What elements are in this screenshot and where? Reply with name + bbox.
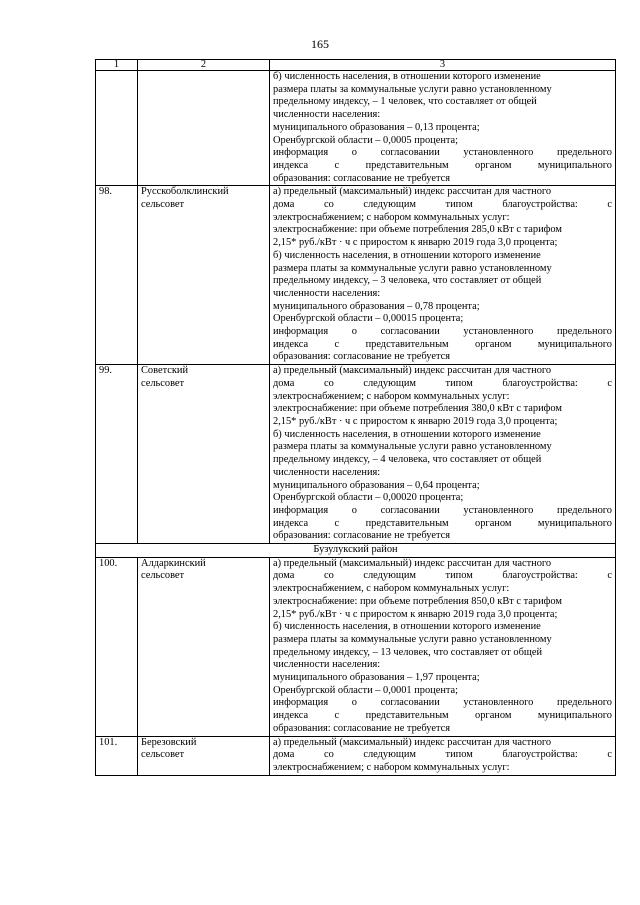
text-line: Оренбургской области – 0,00020 процента; xyxy=(273,492,464,504)
text-line: муниципального образования – 1,97 процента; xyxy=(273,672,480,684)
index-description-cell xyxy=(270,736,616,775)
text-line: размера платы за коммунальные услуги равно установленному xyxy=(273,633,552,645)
text-line: а) предельный (максимальный) индекс рассчитан для частного xyxy=(273,736,552,748)
text-line: информация о согласовании установленного предельного xyxy=(273,326,612,338)
text-line: численности населения: xyxy=(273,287,381,299)
section-row xyxy=(96,544,616,558)
text-line: размера платы за коммунальные услуги равно установленному xyxy=(273,262,552,274)
index-description-cell xyxy=(270,71,616,186)
text-line: электроснабжение: при объеме потребления 285,0 кВт с тарифом xyxy=(273,224,562,236)
municipality-name-cell xyxy=(138,71,270,186)
text-line: образования: согласование не требуется xyxy=(273,530,451,542)
index-description-cell xyxy=(270,186,616,365)
text-line: Оренбургской области – 0,00015 процента; xyxy=(273,313,464,325)
text-line: индекса с представительным органом муниципального xyxy=(273,159,612,171)
table-row xyxy=(96,186,616,365)
text-line: электроснабжением; с набором коммунальных услуг: xyxy=(273,211,510,223)
row-number-cell: 100. xyxy=(96,557,138,736)
row-number-cell: 98. xyxy=(96,186,138,365)
municipal-index-table xyxy=(95,59,616,776)
table-row-continuation xyxy=(96,71,616,186)
column-header-1: 1 xyxy=(96,60,138,71)
row-number-cell: 101. xyxy=(96,736,138,775)
index-description-cell xyxy=(270,365,616,544)
text-line: электроснабжением, с набором коммунальных услуг: xyxy=(273,583,510,595)
row-number-cell xyxy=(96,71,138,186)
municipality-name-line: сельсовет xyxy=(141,749,185,761)
text-line: предельному индексу, – 1 человек, что составляет от общей xyxy=(273,96,537,108)
municipality-name-line: Советский xyxy=(141,365,189,377)
text-line: образования: согласование не требуется xyxy=(273,722,451,734)
column-header-3: 3 xyxy=(270,60,616,71)
municipality-name-line: Алдаркинский xyxy=(141,557,206,569)
text-line: дома со следующим типом благоустройства: с xyxy=(273,570,612,582)
text-line: индекса с представительным органом муниципального xyxy=(273,517,612,529)
text-line: б) численность населения, в отношении которого изменение xyxy=(273,249,541,261)
municipality-name-cell xyxy=(138,736,270,775)
text-line: размера платы за коммунальные услуги равно установленному xyxy=(273,441,552,453)
index-description-cell xyxy=(270,557,616,736)
table-row xyxy=(96,557,616,736)
text-line: численности населения: xyxy=(273,109,381,121)
text-line: информация о согласовании установленного предельного xyxy=(273,147,612,159)
text-line: муниципального образования – 0,64 процента; xyxy=(273,479,480,491)
text-line: Оренбургской области – 0,0001 процента; xyxy=(273,684,459,696)
text-line: предельному индексу, – 13 человек, что составляет от общей xyxy=(273,646,543,658)
municipality-name-line: сельсовет xyxy=(141,199,185,211)
municipality-name-line: сельсовет xyxy=(141,377,185,389)
row-number-cell: 99. xyxy=(96,365,138,544)
text-line: индекса с представительным органом муниципального xyxy=(273,710,612,722)
text-line: электроснабжение: при объеме потребления 380,0 кВт с тарифом xyxy=(273,403,562,415)
page-number: 165 xyxy=(311,37,329,51)
text-line: а) предельный (максимальный) индекс рассчитан для частного xyxy=(273,365,552,377)
table-row xyxy=(96,365,616,544)
text-line: дома со следующим типом благоустройства: с xyxy=(273,377,612,389)
text-line: предельному индексу, – 4 человека, что составляет от общей xyxy=(273,454,542,466)
text-line: электроснабжение: при объеме потребления 850,0 кВт с тарифом xyxy=(273,595,562,607)
text-line: дома со следующим типом благоустройства: с xyxy=(273,749,612,761)
text-line: муниципального образования – 0,78 процента; xyxy=(273,300,480,312)
text-line: 2,15* руб./кВт · ч с приростом к январю 2019 года 3,0 процента; xyxy=(273,608,558,620)
text-line: образования: согласование не требуется xyxy=(273,172,451,184)
municipality-name-cell xyxy=(138,365,270,544)
text-line: индекса с представительным органом муниципального xyxy=(273,338,612,350)
text-line: 2,15* руб./кВт · ч с приростом к январю 2019 года 3,0 процента; xyxy=(273,415,558,427)
municipality-name-line: Русскоболклинский xyxy=(141,186,229,198)
text-line: б) численность населения, в отношении которого изменение xyxy=(273,621,541,633)
district-title: Бузулукский район xyxy=(96,544,616,558)
text-line: б) численность населения, в отношении которого изменение xyxy=(273,428,541,440)
municipality-name-line: сельсовет xyxy=(141,570,185,582)
text-line: электроснабжением; с набором коммунальных услуг: xyxy=(273,761,510,773)
municipality-name-cell xyxy=(138,186,270,365)
text-line: электроснабжением; с набором коммунальных услуг: xyxy=(273,390,510,402)
text-line: б) численность населения, в отношении которого изменение xyxy=(273,71,541,82)
column-header-2: 2 xyxy=(138,60,270,71)
table-body xyxy=(96,60,616,776)
municipality-name-line: Березовский xyxy=(141,736,197,748)
text-line: муниципального образования – 0,13 процента; xyxy=(273,121,480,133)
table-row xyxy=(96,736,616,775)
text-line: численности населения: xyxy=(273,466,381,478)
text-line: информация о согласовании установленного предельного xyxy=(273,504,612,516)
table-header-row xyxy=(96,60,616,71)
text-line: а) предельный (максимальный) индекс рассчитан для частного xyxy=(273,557,552,569)
text-line: предельному индексу, – 3 человека, что составляет от общей xyxy=(273,275,542,287)
municipality-name-cell xyxy=(138,557,270,736)
text-line: размера платы за коммунальные услуги равно установленному xyxy=(273,83,552,95)
text-line: информация о согласовании установленного предельного xyxy=(273,697,612,709)
text-line: образования: согласование не требуется xyxy=(273,351,451,363)
text-line: численности населения: xyxy=(273,659,381,671)
text-line: Оренбургской области – 0,0005 процента; xyxy=(273,134,459,146)
text-line: а) предельный (максимальный) индекс рассчитан для частного xyxy=(273,186,552,198)
text-line: дома со следующим типом благоустройства: с xyxy=(273,199,612,211)
text-line: 2,15* руб./кВт · ч с приростом к январю 2019 года 3,0 процента; xyxy=(273,237,558,249)
